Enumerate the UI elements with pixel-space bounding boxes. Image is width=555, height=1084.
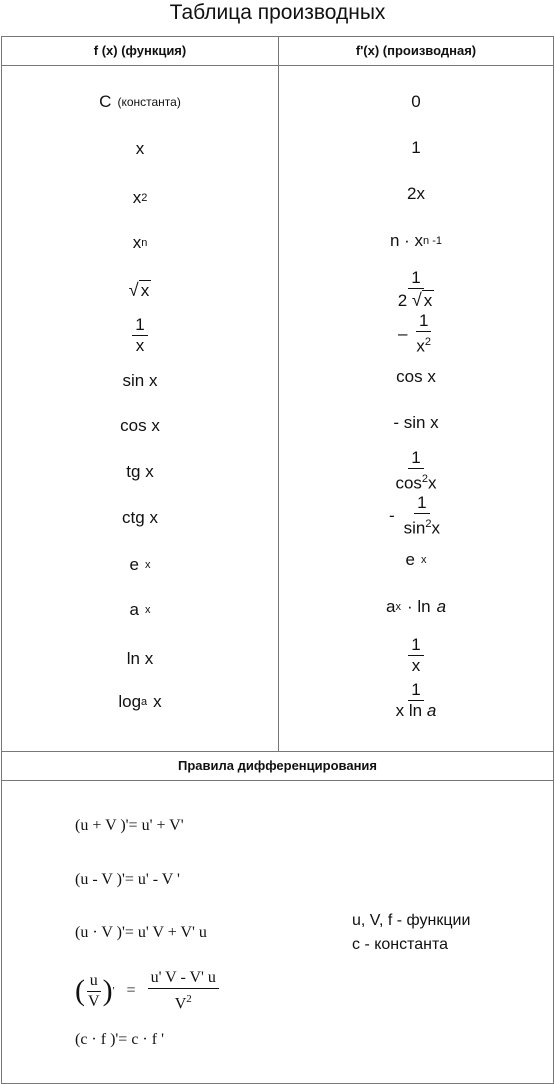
rule-constant-multiple: (c · f )'= c · f ' — [75, 1031, 164, 1048]
row-5-function — [2, 313, 278, 357]
rules-header-divider — [2, 780, 553, 781]
row-9-function: ctg x — [122, 508, 158, 527]
row-7-function: cos x — [120, 416, 160, 435]
rule-product: (u · V )'= u' V + V' u — [75, 924, 207, 941]
row-11-derivative: a x · ln a — [385, 597, 447, 616]
row-11-function: a x — [129, 600, 151, 619]
row-2-derivative: 2x — [407, 184, 425, 203]
fraction: $\frac{1}{x}$ — [132, 316, 147, 355]
square-root-symbol: √ x — [411, 289, 433, 310]
fraction: $\frac{u}{V}$ — [88, 971, 100, 1010]
row-10-derivative: e x — [405, 550, 427, 569]
row-10-function: e x — [129, 555, 151, 574]
column-header-derivative: f'(x) (производная) — [355, 43, 477, 58]
row-1-derivative: 1 — [411, 138, 421, 157]
rule-sum: (u + V )'= u' + V' — [75, 817, 184, 834]
fraction: $\frac{1}{x}$ — [408, 636, 423, 675]
row-8-derivative — [279, 449, 553, 493]
row-12-derivative — [279, 633, 553, 677]
row-4-derivative — [279, 267, 553, 311]
rule-quotient: ( $\frac{u}{V}$ ) ' = $\frac{u' V - V' u}{V^2}$ — [75, 969, 219, 1013]
row-2-function: x 2 — [132, 188, 148, 207]
row-4-function — [2, 275, 278, 305]
row-6-derivative: cos x — [396, 367, 436, 386]
row-0-function: C (константа) — [99, 92, 181, 111]
fraction: $\frac{1}{\text{x ln a}}$ — [395, 679, 437, 720]
row-5-derivative: – $\frac{1}{x^2}$ — [279, 311, 553, 357]
row-13-function: log a x — [118, 692, 162, 711]
row-3-function: x n — [132, 233, 148, 252]
row-9-derivative: - $\frac{1}{\sin^2x}$ — [279, 494, 553, 538]
row-12-function: ln x — [126, 649, 154, 668]
row-7-derivative: - sin x — [393, 413, 439, 432]
fraction: 1 2 √ x — [397, 267, 433, 310]
row-6-function: sin x — [122, 371, 158, 390]
rule-difference: (u - V )'= u' - V ' — [75, 871, 180, 888]
page-title: Таблица производных — [169, 1, 386, 24]
column-header-function: f (x) (функция) — [93, 43, 187, 58]
square-root-symbol: √ x — [128, 280, 150, 300]
row-1-function: x — [135, 139, 145, 158]
rules-legend — [352, 909, 470, 957]
fraction: $\frac{u' V - V' u}{V^2}$ — [148, 969, 219, 1013]
fraction: $\frac{1}{\sin^2x}$ — [403, 493, 441, 538]
legend-functions: u, V, f - функции — [352, 912, 471, 929]
legend-constant: c - константа — [352, 936, 449, 953]
row-13-derivative — [279, 678, 553, 722]
row-0-derivative: 0 — [411, 92, 421, 111]
rules-title: Правила дифференцирования — [177, 758, 378, 773]
fraction: $\frac{1}{\cos^2x}$ — [395, 448, 437, 493]
fraction: $\frac{1}{x^2}$ — [416, 311, 432, 356]
derivatives-table — [1, 36, 554, 1084]
row-8-function: tg x — [126, 462, 154, 481]
row-3-derivative: n · x n -1 — [389, 231, 443, 250]
